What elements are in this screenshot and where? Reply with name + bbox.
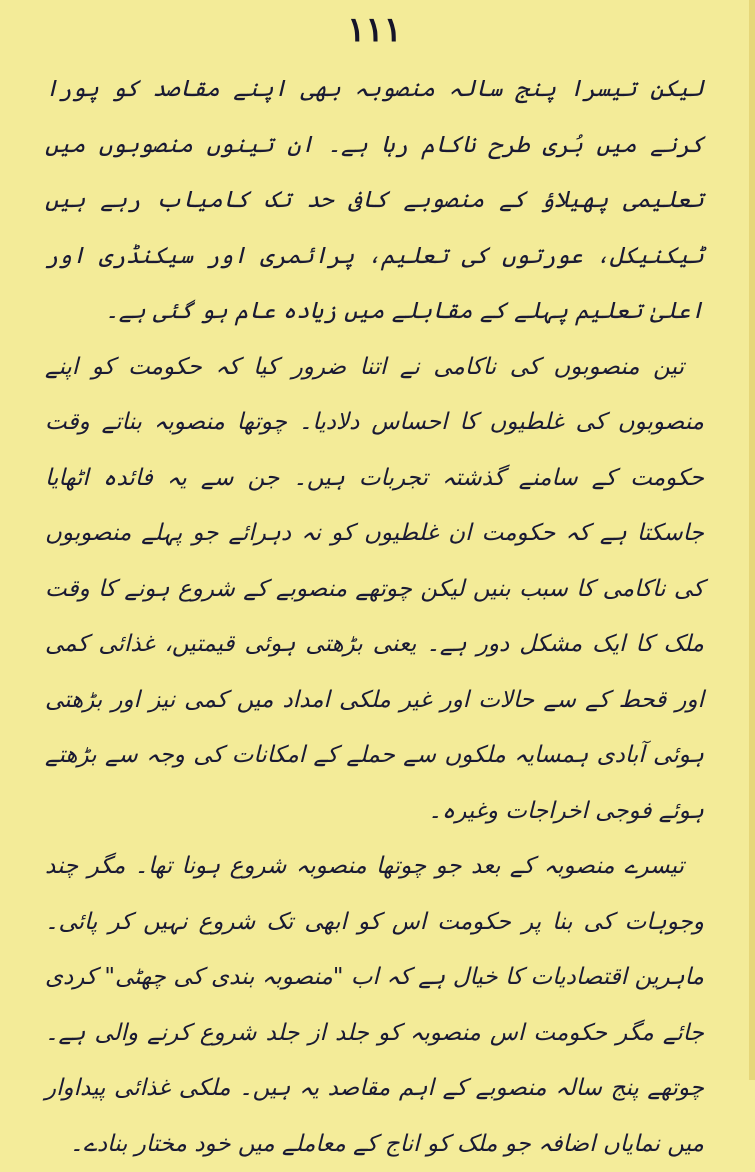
paragraph-2: تین منصوبوں کی ناکامی نے اتنا ضرور کیا کہ حکومت کو اپنے منصوبوں کی غلطیوں کا احساس دلادیا۔ چوتھا منصوبہ بناتے وقت حکومت کے سامنے گذشتہ تجربات ہیں۔ جن سے یہ فائدہ اٹھایا جاسکتا ہے کہ حکومت ان غلطیوں کو نہ دہرائے جو پہلے منصوبوں کی ناکامی کا سبب بنیں لیکن چوتھے منصوبے کے شروع ہونے کا وقت ملک کا ایک مشکل دور ہے۔ یعنی بڑھتی ہوئی قیمتیں، غذائی کمی اور قحط کے سے حالات اور غیر ملکی امداد میں کمی نیز اور بڑھتی ہوئی آبادی ہمسایہ ملکوں سے حملے کے امکانات کی وجہ سے بڑھتے ہوئے فوجی اخراجات وغیرہ۔ xyxy=(45,353,704,824)
page-number: ۱۱۱ xyxy=(347,10,402,50)
paragraph-3: تیسرے منصوبہ کے بعد جو چوتھا منصوبہ شروع ہونا تھا۔ مگر چند وجوہات کی بنا پر حکومت اس کو ابھی تک شروع نہیں کر پائی۔ ماہرین اقتصادیات کا خیال ہے کہ اب "منصوبہ بندی کی چھٹی" کردی جائے مگر حکومت اس منصوبہ کو جلد از جلد شروع کرنے والی ہے۔ چوتھے پنج سالہ منصوبے کے اہم مقاصد یہ ہیں۔ ملکی غذائی پیداوار میں نمایاں اضافہ جو ملک کو اناج کے معاملے میں خود مختار بنادے۔ xyxy=(45,853,704,1157)
body-text xyxy=(45,62,704,1172)
paragraph-1: لیکن تیسرا پنج سالہ منصوبہ بھی اپنے مقاصد کو پورا کرنے میں بُری طرح ناکام رہا ہے۔ ان تینوں منصوبوں میں تعلیمی پھیلاؤ کے منصوبے کافی حد تک کامیاب رہے ہیں ٹیکنیکل، عورتوں کی تعلیم، پرائمری اور سیکنڈری اور اعلیٰ تعلیم پہلے کے مقابلے میں زیادہ عام ہو گئی ہے۔ xyxy=(45,76,704,324)
